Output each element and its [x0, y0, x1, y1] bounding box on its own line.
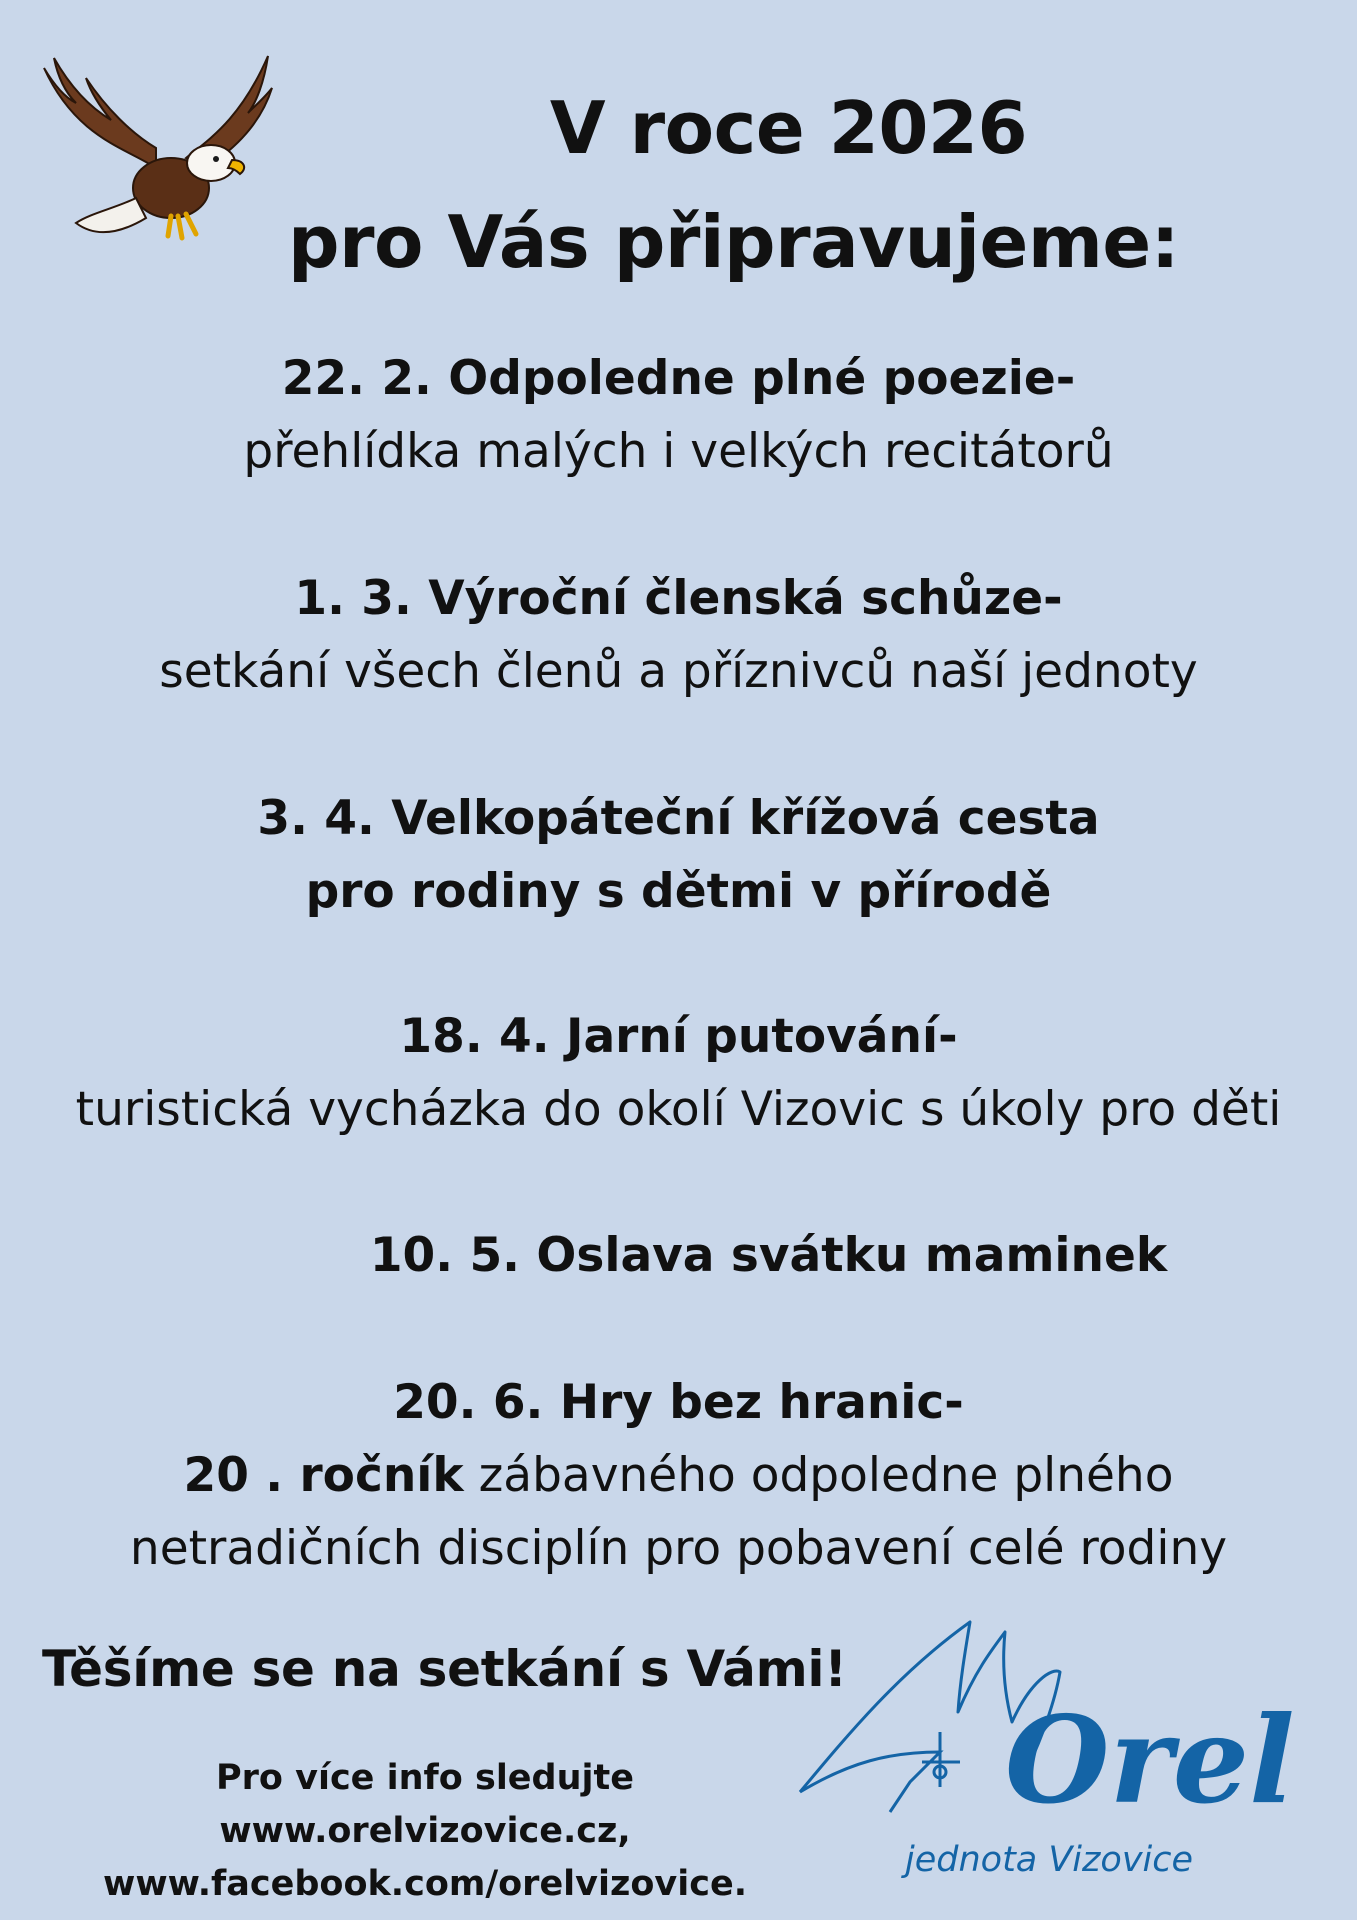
event-games-edition: 20 . ročník [183, 1448, 464, 1503]
event-games-desc [0, 1439, 1357, 1512]
event-games-desc-rest: zábavného odpoledne plného [463, 1448, 1174, 1503]
event-meeting [0, 562, 1357, 708]
info-website[interactable]: www.orelvizovice.cz, [219, 1811, 631, 1851]
event-games-desc-2: netradičních disciplín pro pobavení celé rodiny [129, 1521, 1228, 1576]
event-games [0, 1366, 1357, 1585]
event-poetry-head: 22. 2. Odpoledne plné poezie- [281, 351, 1076, 406]
logo-subtitle: jednota Vizovice [905, 1840, 1194, 1880]
event-games-head: 20. 6. Hry bez hranic- [393, 1375, 964, 1430]
event-meeting-head: 1. 3. Výroční členská schůze- [294, 571, 1063, 626]
event-poetry-desc: přehlídka malých i velkých recitátorů [243, 424, 1114, 479]
info-facebook[interactable]: www.facebook.com/orelvizovice. [102, 1864, 747, 1904]
orel-logo [790, 1612, 1310, 1842]
closing-message: Těšíme se na setkání s Vámi! [42, 1640, 847, 1698]
title-line-2: pro Vás připravujeme: [287, 200, 1180, 284]
event-spring-walk [0, 1000, 1357, 1146]
event-spring-walk-head: 18. 4. Jarní putování- [399, 1009, 958, 1064]
event-poetry [0, 342, 1357, 488]
event-spring-walk-desc: turistická vycházka do okolí Vizovic s úkoly pro děti [75, 1082, 1282, 1137]
event-way-of-cross-head-2: pro rodiny s dětmi v přírodě [305, 864, 1052, 919]
event-meeting-desc: setkání všech členů a příznivců naší jednoty [159, 644, 1198, 699]
event-mothers-day [90, 1219, 1357, 1292]
event-mothers-day-head: 10. 5. Oslava svátku maminek [369, 1228, 1168, 1283]
info-block [60, 1752, 790, 1911]
logo-wordmark: Orel [1005, 1690, 1295, 1831]
event-way-of-cross [0, 782, 1357, 928]
event-way-of-cross-head: 3. 4. Velkopáteční křížová cesta [257, 791, 1100, 846]
title-line-1: V roce 2026 [549, 86, 1028, 170]
info-line-1: Pro více info sledujte [215, 1758, 634, 1798]
